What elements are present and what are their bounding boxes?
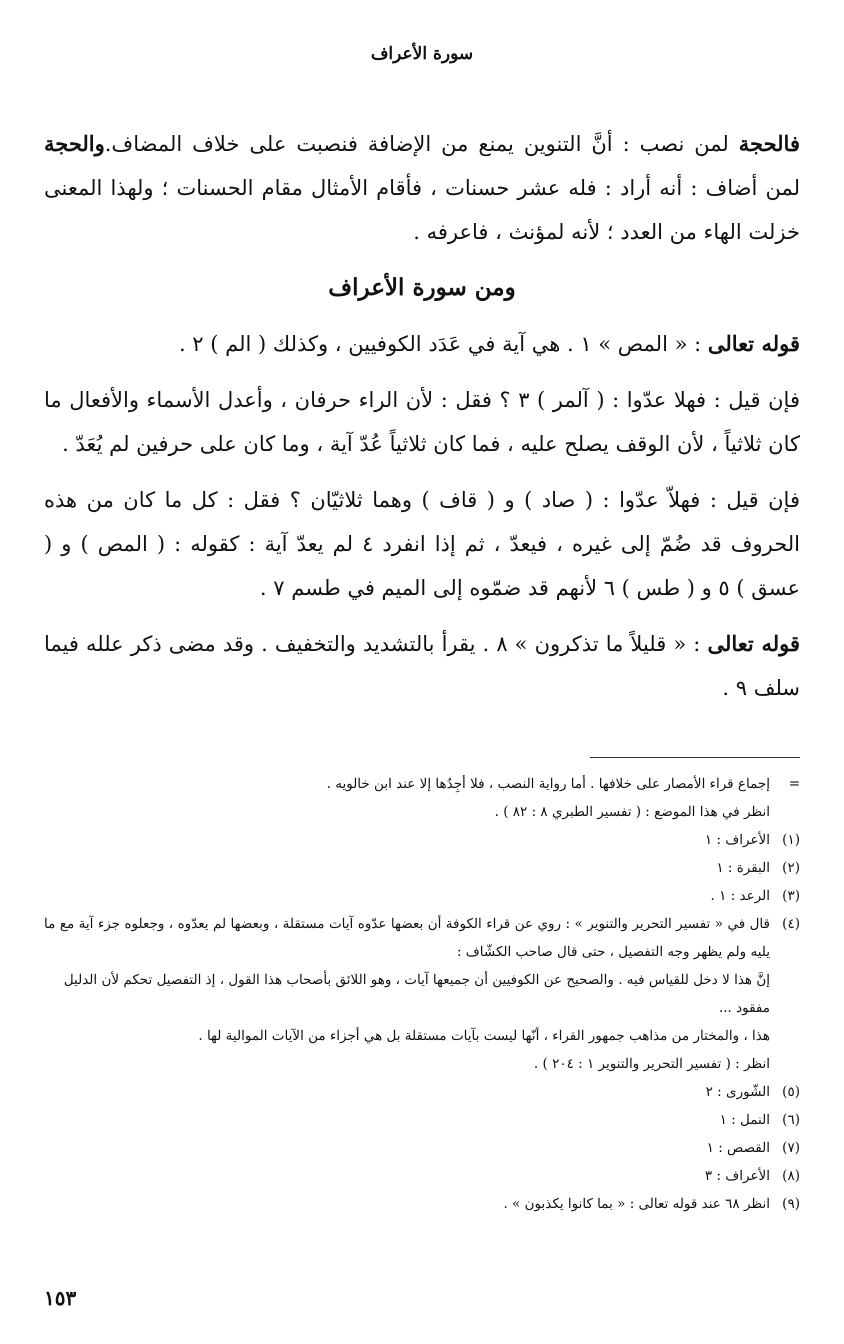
paragraph-5 xyxy=(44,622,800,710)
footnote-text: القصص : ١ xyxy=(706,1140,770,1156)
keyword: فالحجة xyxy=(738,131,800,156)
footnote-mark: (٦) xyxy=(782,1112,800,1128)
footnote-text: الشّورى : ٢ xyxy=(705,1084,770,1100)
main-text xyxy=(44,122,800,722)
footnote-text: البقرة : ١ xyxy=(716,860,770,876)
footnote-text: النمل : ١ xyxy=(719,1112,770,1128)
footnote-2 xyxy=(44,854,800,882)
footnote-4-line: هذا ، والمختار من مذاهب جمهور القراء ، أنّها ليست بآيات مستقلة بل هي أجزاء من الآيات الموالية لها . xyxy=(198,1028,770,1044)
footnote-4-line: إنَّ هذا لا دخل للقياس فيه . والصحيح عن الكوفيين أن جميعها آيات ، وهو اللائق بأصحاب هذا القول ، إذ التفصيل تحكم لأن الدليل مفقود ... xyxy=(63,972,770,1016)
footnote-text: الأعراف : ٣ xyxy=(704,1168,770,1184)
paragraph-text: لمن أضاف : أنه أراد : فله عشر حسنات ، فأقام الأمثال مقام الحسنات ؛ ولهذا المعنى خزلت الهاء من العدد ؛ لأنه لمؤنث ، فاعرفه . xyxy=(44,176,800,244)
footnote-9 xyxy=(44,1190,800,1218)
footnote-1 xyxy=(44,826,800,854)
footnote-mark: (١) xyxy=(782,832,800,848)
paragraph-1 xyxy=(44,122,800,254)
paragraph-text: لمن نصب : أنَّ التنوين يمنع من الإضافة فنصبت على خلاف المضاف. xyxy=(104,132,739,156)
footnote-text: الرعد : ١ . xyxy=(710,888,770,904)
footnote-5 xyxy=(44,1078,800,1106)
footnote-text: قال في « تفسير التحرير والتنوير » : روي عن قراء الكوفة أن بعضها عدّوه آيات مستقلة ، وبعضها لم يعدّوه ، وجعلوه جزء آية مع ما يليه ولم يظهر وجه التفصيل ، حتى قال صاحب الكشّاف : xyxy=(44,916,770,960)
section-heading: ومن سورة الأعراف xyxy=(328,274,516,301)
book-page xyxy=(44,0,800,1344)
page-number: ١٥٣ xyxy=(44,1286,77,1310)
footnote-text: انظر ٦٨ عند قوله تعالى : « بما كانوا يكذبون » . xyxy=(503,1196,770,1212)
footnote-mark: (٧) xyxy=(782,1140,800,1156)
paragraph-text: : « قليلاً ما تذكرون » ٨ . يقرأ بالتشديد والتخفيف . وقد مضى ذكر علله فيما سلف ٩ . xyxy=(44,632,800,700)
footnotes xyxy=(44,770,800,1218)
footnote-6 xyxy=(44,1106,800,1134)
footnote-mark: (٢) xyxy=(782,860,800,876)
footnote-7 xyxy=(44,1134,800,1162)
footnote-mark: (٣) xyxy=(782,888,800,904)
running-head: سورة الأعراف xyxy=(370,44,474,64)
footnote-divider xyxy=(590,757,800,758)
footnote-continuation xyxy=(44,770,800,798)
paragraph-2 xyxy=(44,322,800,366)
footnote-8 xyxy=(44,1162,800,1190)
paragraph-3: فإن قيل : فهلا عدّوا : ( آلمر ) ٣ ؟ فقل : لأن الراء حرفان ، وأعدل الأسماء والأفعال ما كان ثلاثياً ، لأن الوقف يصلح عليه ، فما كان ثلاثياً عُدّ آية ، وما كان على حرفين لم يُعَدّ . xyxy=(44,388,800,456)
paragraph-4: فإن قيل : فهلاّ عدّوا : ( صاد ) و ( قاف ) وهما ثلاثيّان ؟ فقل : كل ما كان من هذه الحروف قد ضُمّ إلى غيره ، فيعدّ ، ثم إذا انفرد ٤ لم يعدّ آية : كقوله : ( المص ) و ( عسق ) ٥ و ( طس ) ٦ لأنهم قد ضمّوه إلى الميم في طسم ٧ . xyxy=(44,488,800,600)
footnote-text: الأعراف : ١ xyxy=(704,832,770,848)
keyword: قوله تعالى xyxy=(707,631,800,656)
footnote-4 xyxy=(44,910,800,966)
footnote-mark: (٤) xyxy=(782,916,800,932)
footnote-mark: (٩) xyxy=(782,1196,800,1212)
footnote-continuation-line: انظر في هذا الموضع : ( تفسير الطبري ٨ : ٨٢ ) . xyxy=(494,804,770,820)
footnote-mark: = xyxy=(788,776,800,792)
footnote-3 xyxy=(44,882,800,910)
keyword: والحجة xyxy=(44,131,105,156)
paragraph-text: : « المص » ١ . هي آية في عَدَد الكوفيين ، وكذلك ( الم ) ٢ . xyxy=(178,332,708,356)
footnote-4-line: انظر : ( تفسير التحرير والتنوير ١ : ٢٠٤ ) . xyxy=(533,1056,770,1072)
footnote-mark: (٨) xyxy=(782,1168,800,1184)
footnote-mark: (٥) xyxy=(782,1084,800,1100)
footnote-text: إجماع قراء الأمصار على خلافها . أما رواية النصب ، فلا أجِدُها إلا عند ابن خالويه . xyxy=(326,776,770,792)
keyword: قوله تعالى xyxy=(707,331,800,356)
